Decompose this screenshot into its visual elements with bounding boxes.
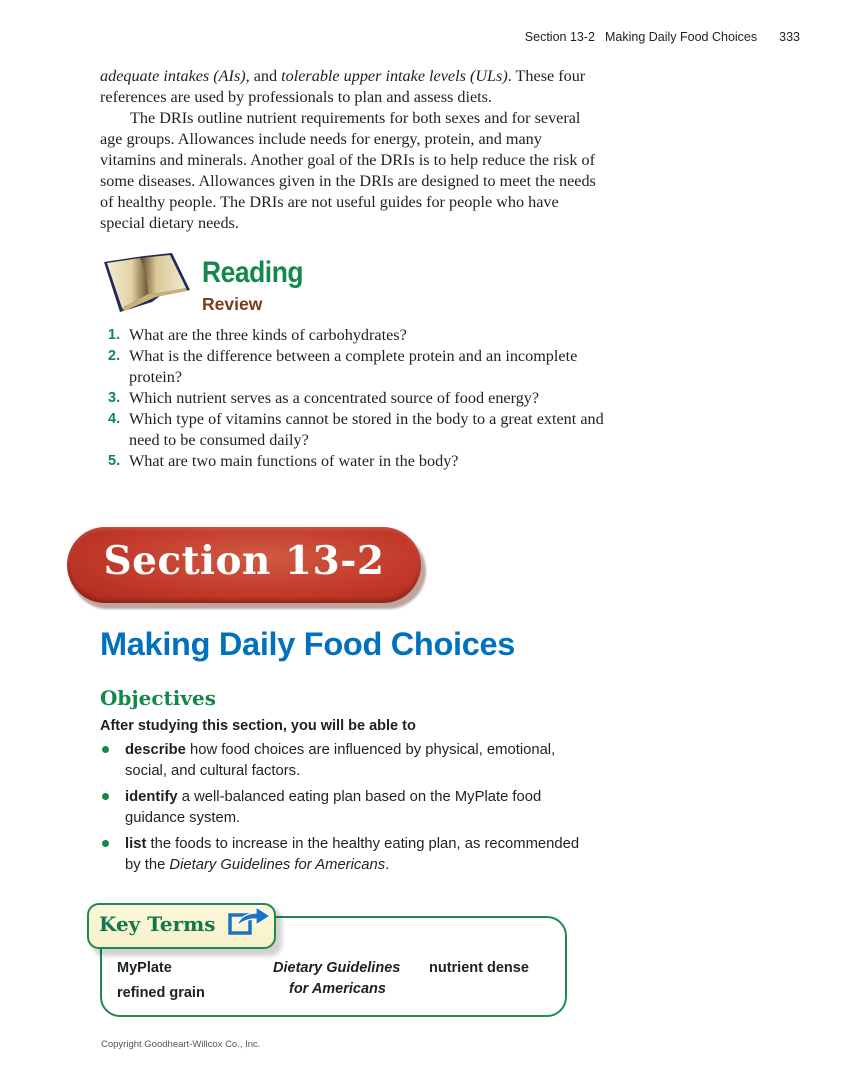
- key-term: nutrient dense: [429, 960, 529, 976]
- question-text: What is the difference between a complete protein and an incomplete protein?: [129, 347, 578, 386]
- objective-text: how food choices are influenced by physical, emotional, social, and cultural factors.: [125, 742, 556, 779]
- question-item: [108, 325, 608, 346]
- para1-text-1: , and: [245, 67, 282, 85]
- key-term-continued: for Americans: [289, 981, 386, 997]
- question-number: 3.: [108, 390, 121, 406]
- para2-text: The DRIs outline nutrient requirements for both sexes and for several age groups. Allowances include needs for energy, protein, and many vitamins and minerals. Another goal of the DRIs is to help reduce the risk of some diseases. Allowances given in the DRIs are designed to meet the needs of healthy people. The DRIs are not useful guides for people who have special dietary needs.: [100, 109, 596, 232]
- question-item: [108, 451, 608, 472]
- objectives-intro: After studying this section, you will be able to: [100, 718, 416, 734]
- objective-item: [100, 834, 580, 876]
- question-item: [108, 346, 608, 388]
- running-head-section: Section 13-2: [524, 30, 595, 44]
- question-text: Which nutrient serves as a concentrated source of food energy?: [129, 389, 540, 407]
- objectives-heading: Objectives: [100, 686, 216, 710]
- intro-paragraph-1: [100, 66, 600, 108]
- copyright-notice: Copyright Goodheart-Willcox Co., Inc.: [101, 1039, 261, 1050]
- question-number: 1.: [108, 327, 121, 343]
- question-number: 5.: [108, 453, 121, 469]
- question-number: 2.: [108, 348, 121, 364]
- question-text: What are two main functions of water in the body?: [129, 452, 459, 470]
- objective-text: a well-balanced eating plan based on the MyPlate food guidance system.: [125, 789, 542, 826]
- objective-verb: list: [125, 836, 147, 852]
- question-item: [108, 388, 608, 409]
- para1-text-2: . These four references are used by professionals to plan and assess diets.: [100, 67, 586, 106]
- question-number: 4.: [108, 411, 121, 427]
- share-arrow-icon[interactable]: [226, 902, 272, 940]
- objective-verb: identify: [125, 789, 178, 805]
- objective-verb: describe: [125, 742, 186, 758]
- reading-review-title: Reading: [202, 256, 304, 289]
- objective-text: the foods to increase in the healthy eating plan, as recommended by the: [125, 836, 580, 873]
- term-ul: tolerable upper intake levels (ULs): [281, 67, 508, 85]
- objective-item: [100, 740, 580, 782]
- bullet-icon: [102, 840, 109, 847]
- page-number: 333: [779, 30, 800, 44]
- objectives-list: [100, 740, 580, 881]
- reading-review-questions: [108, 325, 608, 472]
- question-item: [108, 409, 608, 451]
- reading-review-subtitle: Review: [202, 294, 263, 314]
- section-title: Making Daily Food Choices: [100, 626, 516, 662]
- open-book-icon: [100, 250, 192, 318]
- bullet-icon: [102, 793, 109, 800]
- objective-tail: .: [385, 857, 390, 873]
- key-terms-heading: Key Terms: [99, 912, 216, 936]
- running-head-title: Making Daily Food Choices: [604, 30, 758, 44]
- objective-italic: Dietary Guidelines for Americans: [169, 857, 386, 873]
- section-badge-label: Section 13-2: [103, 538, 385, 584]
- bullet-icon: [102, 746, 109, 753]
- objective-item: [100, 787, 580, 829]
- question-text: What are the three kinds of carbohydrates?: [129, 326, 407, 344]
- running-head: [0, 30, 800, 44]
- key-term: Dietary Guidelines: [273, 960, 401, 976]
- intro-paragraph-2: [100, 108, 600, 234]
- key-term: MyPlate: [117, 960, 172, 976]
- question-text: Which type of vitamins cannot be stored in the body to a great extent and need to be consumed daily?: [129, 410, 604, 449]
- key-term: refined grain: [117, 985, 205, 1001]
- term-ai: adequate intakes (AIs): [100, 67, 246, 85]
